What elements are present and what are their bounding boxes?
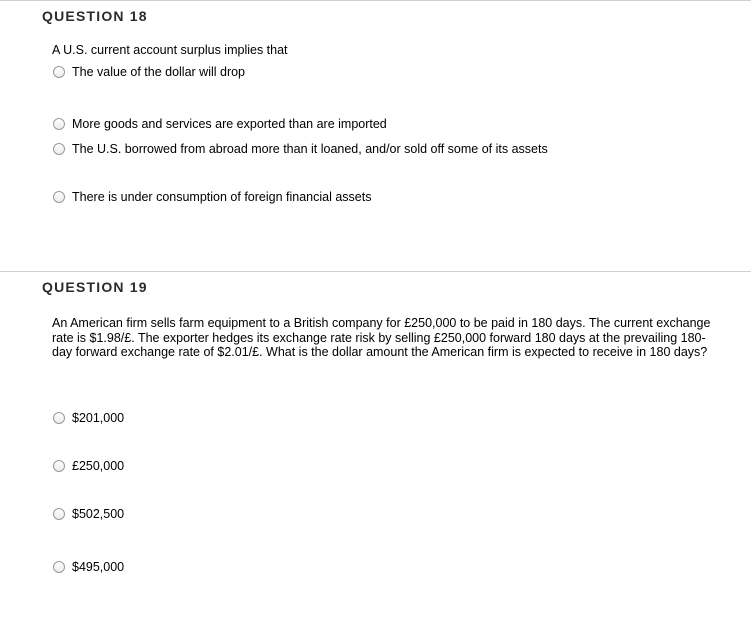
question-19-title: QUESTION 19: [42, 279, 148, 295]
radio-button-icon[interactable]: [53, 66, 65, 78]
q18-option-4[interactable]: [53, 189, 371, 205]
question-18-prompt: A U.S. current account surplus implies that: [52, 43, 288, 57]
option-label: £250,000: [72, 459, 125, 473]
question-18-title: QUESTION 18: [42, 8, 148, 24]
q19-option-4[interactable]: [53, 559, 124, 575]
radio-button-icon[interactable]: [53, 561, 65, 573]
option-label: The U.S. borrowed from abroad more than it loaned, and/or sold off some of its assets: [72, 142, 548, 156]
top-divider: [0, 0, 751, 1]
q19-option-3[interactable]: [53, 506, 124, 522]
q19-option-1[interactable]: [53, 410, 124, 426]
question-19-prompt: An American firm sells farm equipment to a British company for £250,000 to be paid in 180 days. The current exchange rate is $1.98/£. The exporter hedges its exchange rate risk by selling £250,000 forward 180 days at the prevailing 180-day forward exchange rate of $2.01/£. What is the dollar amount the American firm is expected to receive in 180 days?: [52, 316, 711, 359]
option-label: $495,000: [72, 560, 125, 574]
q19-option-2[interactable]: [53, 458, 124, 474]
radio-button-icon[interactable]: [53, 191, 65, 203]
option-label: The value of the dollar will drop: [72, 65, 246, 79]
radio-button-icon[interactable]: [53, 143, 65, 155]
radio-button-icon[interactable]: [53, 460, 65, 472]
option-label: $201,000: [72, 411, 125, 425]
q18-option-1[interactable]: [53, 64, 245, 80]
radio-button-icon[interactable]: [53, 118, 65, 130]
option-label: There is under consumption of foreign financial assets: [72, 190, 372, 204]
question-divider: [0, 271, 751, 272]
q18-option-3[interactable]: [53, 141, 548, 157]
radio-button-icon[interactable]: [53, 412, 65, 424]
radio-button-icon[interactable]: [53, 508, 65, 520]
q18-option-2[interactable]: [53, 116, 387, 132]
option-label: $502,500: [72, 507, 125, 521]
option-label: More goods and services are exported than are imported: [72, 117, 387, 131]
